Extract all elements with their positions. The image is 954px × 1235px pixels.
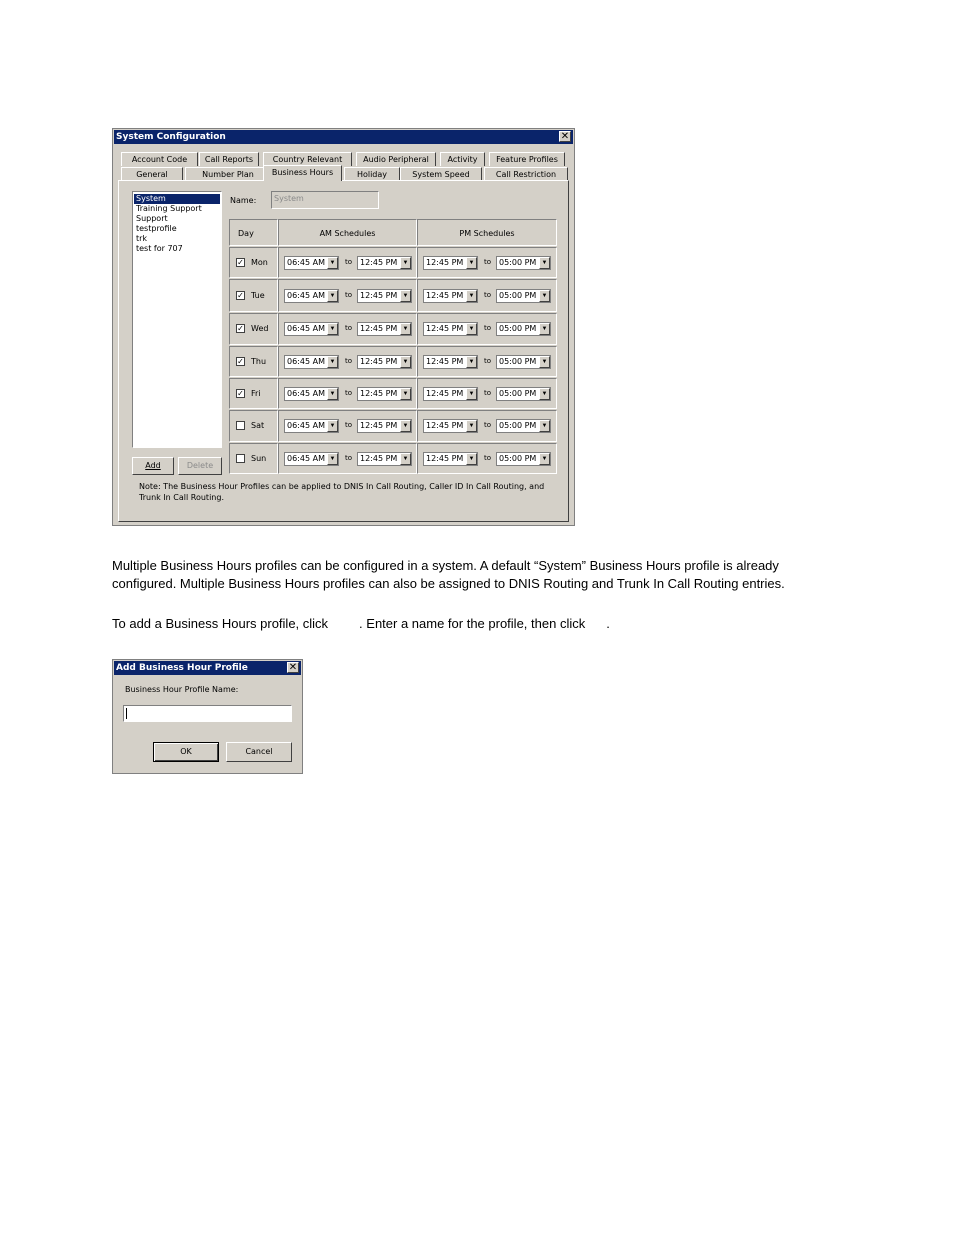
tab-row2-4[interactable]: System Speed [400, 167, 482, 181]
day-cell [229, 378, 278, 409]
to-label: to [345, 421, 353, 429]
day-cell [229, 346, 278, 377]
chevron-down-icon[interactable]: ▼ [539, 290, 550, 302]
am-to-select[interactable] [357, 452, 412, 466]
am-to-select[interactable] [357, 387, 412, 401]
am-from-select[interactable] [284, 355, 339, 369]
window-titlebar [114, 130, 573, 144]
tab-row2-0[interactable]: General [121, 167, 183, 181]
am-to-select[interactable] [357, 256, 412, 270]
tab-3[interactable]: Audio Peripheral [356, 152, 436, 166]
am-from-select-value: 06:45 AM [287, 258, 325, 267]
pm-to-select[interactable] [496, 419, 551, 433]
pm-from-select[interactable] [423, 289, 478, 303]
chevron-down-icon[interactable]: ▼ [327, 257, 338, 269]
day-header [229, 219, 278, 246]
tab-0[interactable]: Account Code [121, 152, 198, 166]
pm-to-select-value: 05:00 PM [499, 454, 537, 463]
pm-from-select[interactable] [423, 452, 478, 466]
chevron-down-icon[interactable]: ▼ [466, 388, 477, 400]
am-to-select-value: 12:45 PM [360, 324, 398, 333]
day-label: Sat [251, 421, 265, 430]
pm-to-select-value: 05:00 PM [499, 291, 537, 300]
pm-from-select[interactable] [423, 256, 478, 270]
chevron-down-icon[interactable]: ▼ [539, 388, 550, 400]
chevron-down-icon[interactable]: ▼ [400, 257, 411, 269]
am-header [278, 219, 417, 246]
pm-from-select-value: 12:45 PM [426, 421, 464, 430]
pm-to-select[interactable] [496, 452, 551, 466]
pm-to-select[interactable] [496, 289, 551, 303]
instruction-part-1: To add a Business Hours profile, click [112, 616, 329, 631]
tab-row2-3[interactable]: Holiday [344, 167, 400, 181]
pm-from-select-value: 12:45 PM [426, 258, 464, 267]
pm-from-select-value: 12:45 PM [426, 357, 464, 366]
profile-name-label: Business Hour Profile Name: [125, 685, 239, 694]
chevron-down-icon[interactable]: ▼ [466, 290, 477, 302]
tab-5[interactable]: Feature Profiles [489, 152, 565, 166]
to-label: to [345, 389, 353, 397]
pm-from-select-value: 12:45 PM [426, 291, 464, 300]
ok-button[interactable] [153, 742, 219, 762]
list-item[interactable]: Support [136, 214, 168, 223]
to-label: to [345, 357, 353, 365]
am-from-select[interactable] [284, 256, 339, 270]
chevron-down-icon[interactable]: ▼ [400, 453, 411, 465]
pm-to-select-value: 05:00 PM [499, 421, 537, 430]
pm-to-select[interactable] [496, 256, 551, 270]
pm-to-select-value: 05:00 PM [499, 324, 537, 333]
to-label: to [484, 389, 492, 397]
to-label: to [345, 324, 353, 332]
tab-1[interactable]: Call Reports [199, 152, 259, 166]
cancel-label: Cancel [245, 747, 273, 756]
list-item[interactable]: trk [136, 234, 148, 243]
chevron-down-icon[interactable]: ▼ [327, 356, 338, 368]
to-label: to [345, 291, 353, 299]
am-from-select-value: 06:45 AM [287, 421, 325, 430]
text-cursor [126, 708, 127, 719]
window-title: System Configuration [116, 132, 226, 142]
am-to-select-value: 12:45 PM [360, 421, 398, 430]
chevron-down-icon[interactable]: ▼ [539, 453, 550, 465]
chevron-down-icon[interactable]: ▼ [327, 290, 338, 302]
instruction-part-3: . [606, 616, 610, 631]
intro-paragraph: Multiple Business Hours profiles can be configured in a system. A default “System” Business Hours profile is already configured. Multiple Business Hours profiles can also be assigned to DNIS Routing and Trunk In Call Routing entries. [112, 558, 785, 591]
name-label: Name: [230, 196, 257, 205]
chevron-down-icon[interactable]: ▼ [327, 323, 338, 335]
pm-to-select[interactable] [496, 322, 551, 336]
tab-row2-1[interactable]: Number Plan [185, 167, 271, 181]
am-from-select[interactable] [284, 419, 339, 433]
to-label: to [484, 324, 492, 332]
am-from-select[interactable] [284, 322, 339, 336]
note-text: Note: The Business Hour Profiles can be applied to DNIS In Call Routing, Caller ID In Call Routing, and Trunk In Call Routing. [139, 482, 545, 502]
am-from-select[interactable] [284, 387, 339, 401]
to-label: to [484, 357, 492, 365]
list-item[interactable]: testprofile [136, 224, 177, 233]
am-from-select-value: 06:45 AM [287, 357, 325, 366]
tab-2[interactable]: Country Relevant [263, 152, 352, 166]
tab-4[interactable]: Activity [440, 152, 485, 166]
delete-button[interactable] [178, 457, 222, 475]
day-label: Fri [251, 389, 261, 398]
day-label: Sun [251, 454, 267, 463]
close-icon[interactable]: ✕ [560, 131, 570, 142]
add-profile-dialog [112, 659, 303, 774]
pm-from-select[interactable] [423, 355, 478, 369]
am-to-select[interactable] [357, 289, 412, 303]
pm-to-select-value: 05:00 PM [499, 389, 537, 398]
am-to-select-value: 12:45 PM [360, 291, 398, 300]
to-label: to [484, 258, 492, 266]
add-button[interactable] [132, 457, 174, 475]
pm-from-select-value: 12:45 PM [426, 454, 464, 463]
chevron-down-icon[interactable]: ▼ [466, 257, 477, 269]
chevron-down-icon[interactable]: ▼ [327, 388, 338, 400]
profile-list[interactable] [132, 191, 222, 448]
am-to-select-value: 12:45 PM [360, 258, 398, 267]
instruction-part-2: . Enter a name for the profile, then click [359, 616, 586, 631]
close-icon[interactable]: ✕ [288, 662, 298, 673]
checkbox-icon[interactable]: ✓ [237, 357, 244, 366]
chevron-down-icon[interactable]: ▼ [466, 453, 477, 465]
am-from-select-value: 06:45 AM [287, 389, 325, 398]
am-to-select-value: 12:45 PM [360, 357, 398, 366]
day-cell [229, 247, 278, 278]
chevron-down-icon[interactable]: ▼ [539, 257, 550, 269]
chevron-down-icon[interactable]: ▼ [466, 420, 477, 432]
checkbox-icon[interactable]: ✓ [237, 258, 244, 267]
checkbox-icon[interactable]: ✓ [237, 324, 244, 333]
day-label: Wed [251, 324, 269, 333]
day-cell [229, 279, 278, 312]
pm-from-select-value: 12:45 PM [426, 389, 464, 398]
checkbox-icon[interactable] [236, 421, 245, 430]
pm-to-select-value: 05:00 PM [499, 357, 537, 366]
instruction-paragraph [112, 615, 802, 633]
dialog-title: Add Business Hour Profile [116, 663, 248, 673]
list-item[interactable]: Training Support [136, 204, 202, 213]
ok-label: OK [180, 747, 192, 756]
list-item[interactable]: test for 707 [136, 244, 183, 253]
am-from-select-value: 06:45 AM [287, 324, 325, 333]
am-to-select[interactable] [357, 419, 412, 433]
to-label: to [345, 454, 353, 462]
dialog-titlebar [114, 661, 301, 675]
cancel-button[interactable] [226, 742, 292, 762]
tab-row2-2[interactable]: Business Hours [263, 165, 342, 181]
day-label: Tue [251, 291, 265, 300]
chevron-down-icon[interactable]: ▼ [327, 420, 338, 432]
am-to-select-value: 12:45 PM [360, 389, 398, 398]
chevron-down-icon[interactable]: ▼ [400, 356, 411, 368]
pm-to-select[interactable] [496, 387, 551, 401]
chevron-down-icon[interactable]: ▼ [466, 356, 477, 368]
list-item[interactable]: System [134, 194, 220, 204]
am-to-select[interactable] [357, 322, 412, 336]
checkbox-icon[interactable]: ✓ [237, 389, 244, 398]
am-to-select-value: 12:45 PM [360, 454, 398, 463]
to-label: to [345, 258, 353, 266]
chevron-down-icon[interactable]: ▼ [400, 290, 411, 302]
am-from-select-value: 06:45 AM [287, 291, 325, 300]
chevron-down-icon[interactable]: ▼ [400, 388, 411, 400]
profile-name-input[interactable] [123, 705, 292, 722]
pm-from-select[interactable] [423, 387, 478, 401]
am-from-select[interactable] [284, 289, 339, 303]
chevron-down-icon[interactable]: ▼ [539, 323, 550, 335]
add-label: Add [145, 461, 161, 470]
pm-from-select[interactable] [423, 419, 478, 433]
am-header-label: AM Schedules [319, 229, 376, 238]
chevron-down-icon[interactable]: ▼ [539, 420, 550, 432]
name-field[interactable] [271, 191, 379, 209]
chevron-down-icon[interactable]: ▼ [400, 323, 411, 335]
tab-row2-5[interactable]: Call Restriction [484, 167, 568, 181]
pm-to-select[interactable] [496, 355, 551, 369]
system-configuration-window [112, 128, 575, 526]
pm-from-select[interactable] [423, 322, 478, 336]
chevron-down-icon[interactable]: ▼ [466, 323, 477, 335]
pm-to-select-value: 05:00 PM [499, 258, 537, 267]
day-header-label: Day [238, 229, 254, 238]
checkbox-icon[interactable] [236, 454, 245, 463]
to-label: to [484, 291, 492, 299]
chevron-down-icon[interactable]: ▼ [400, 420, 411, 432]
to-label: to [484, 421, 492, 429]
am-from-select[interactable] [284, 452, 339, 466]
day-label: Mon [251, 258, 268, 267]
am-from-select-value: 06:45 AM [287, 454, 325, 463]
day-cell [229, 313, 278, 345]
pm-header-label: PM Schedules [459, 229, 515, 238]
chevron-down-icon[interactable]: ▼ [539, 356, 550, 368]
pm-header [417, 219, 557, 246]
day-label: Thu [251, 357, 267, 366]
am-to-select[interactable] [357, 355, 412, 369]
day-cell [229, 443, 278, 474]
pm-from-select-value: 12:45 PM [426, 324, 464, 333]
chevron-down-icon[interactable]: ▼ [327, 453, 338, 465]
delete-label: Delete [186, 461, 214, 470]
to-label: to [484, 454, 492, 462]
checkbox-icon[interactable]: ✓ [237, 291, 244, 300]
day-cell [229, 410, 278, 442]
name-value: System [274, 194, 304, 203]
